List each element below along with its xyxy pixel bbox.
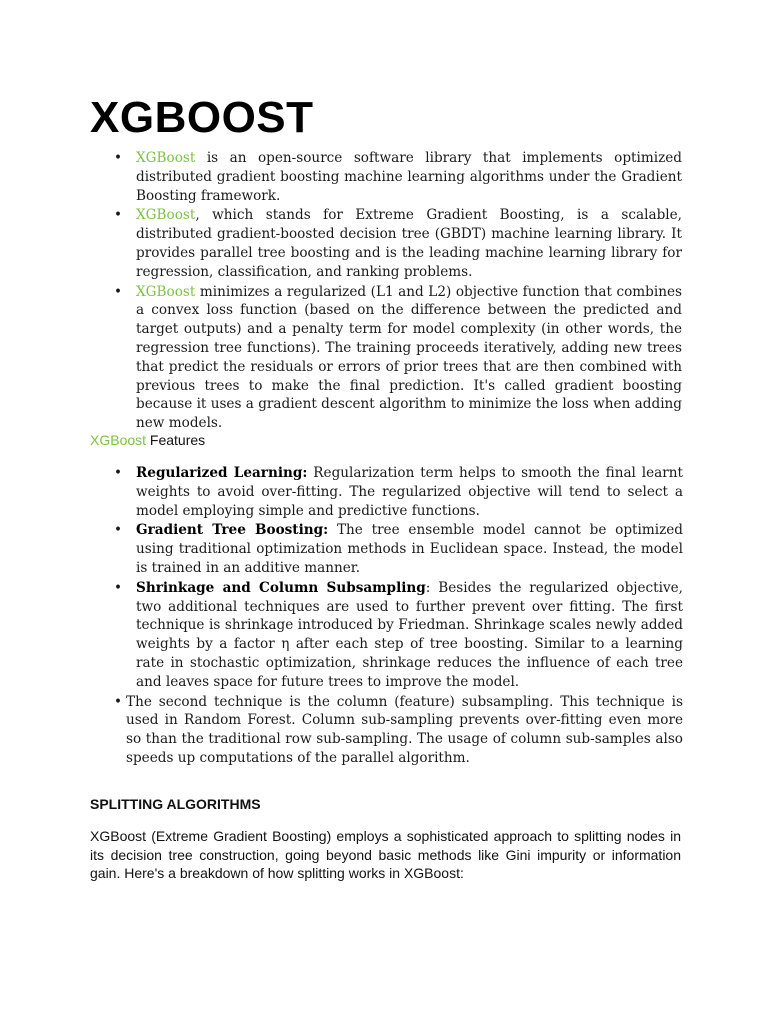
feature-bullet-item [114,693,683,768]
feature-bullet-item [114,521,683,577]
feature-text: Regularization term helps to smooth the final learnt weights to avoid over-fitting. The regularized objective will tend to select a model employing simple and predictive functions. [136,465,683,519]
bullet-icon: • [114,465,123,481]
feature-bullet-item [114,464,683,520]
feature-text: The tree ensemble model cannot be optimized using traditional optimization methods in Euclidean space. Instead, the model is trained in an additive manner. [136,522,683,576]
bullet-text: is an open-source software library that implements optimized distributed gradient boosting machine learning algorithms under the Gradient Boosting framework. [136,150,682,204]
feature-bullet-item [114,579,683,692]
bullet-icon: • [114,579,123,596]
feature-term: Regularized Learning: [136,465,308,481]
feature-term: Shrinkage and Column Subsampling [136,579,426,596]
keyword-highlight: XGBoost [136,150,196,166]
keyword-highlight: XGBoost [136,207,196,224]
features-heading [90,431,205,449]
splitting-heading: SPLITTING ALGORITHMS [90,796,261,812]
bullet-icon: • [114,693,123,710]
keyword-highlight: XGBoost [90,432,147,448]
bullet-icon: • [114,207,123,224]
intro-bullet-list [114,149,682,434]
intro-bullet-item [114,149,682,205]
intro-bullet-item [114,206,682,281]
bullet-icon: • [114,150,123,166]
bullet-text: minimizes a regularized (L1 and L2) objective function that combines a convex loss function (based on the difference between the predicted and target outputs) and a penalty term for model complexity (in other words, the regression tree functions). The training proceeds iteratively, adding new trees that predict the residuals or errors of prior trees that are then combined with previous trees to make the final prediction. It's called gradient boosting because it uses a gradient descent algorithm to minimize the loss when adding new models. [136,283,682,432]
intro-bullet-item [114,283,682,433]
features-bullet-list [114,464,683,769]
splitting-paragraph: XGBoost (Extreme Gradient Boosting) employs a sophisticated approach to splitting nodes in its decision tree construction, going beyond basic methods like Gini impurity or information gain. Here's a breakdown of how splitting works in XGBoost: [90,828,681,881]
feature-text: : Besides the regularized objective, two additional techniques are used to further prevent over fitting. The first technique is shrinkage introduced by Friedman. Shrinkage scales newly added weights by a factor η after each step of tree boosting. Similar to a learning rate in stochastic optimization, shrinkage reduces the influence of each tree and leaves space for future trees to improve the model. [136,579,683,690]
bullet-text: , which stands for Extreme Gradient Boosting, is a scalable, distributed gradient-boosted decision tree (GBDT) machine learning library. It provides parallel tree boosting and is the leading machine learning library for regression, classification, and ranking problems. [136,207,682,280]
feature-text: The second technique is the column (feature) subsampling. This technique is used in Random Forest. Column sub-sampling prevents over-fitting even more so than the traditional row sub-sampling. The usage of column sub-samples also speeds up computations of the parallel algorithm. [126,693,683,766]
page-title: XGBOOST [90,93,314,142]
bullet-icon: • [114,522,123,539]
feature-term: Gradient Tree Boosting: [136,522,329,539]
features-heading-text: Features [146,432,206,448]
bullet-icon: • [114,283,123,300]
keyword-highlight: XGBoost [136,283,196,300]
